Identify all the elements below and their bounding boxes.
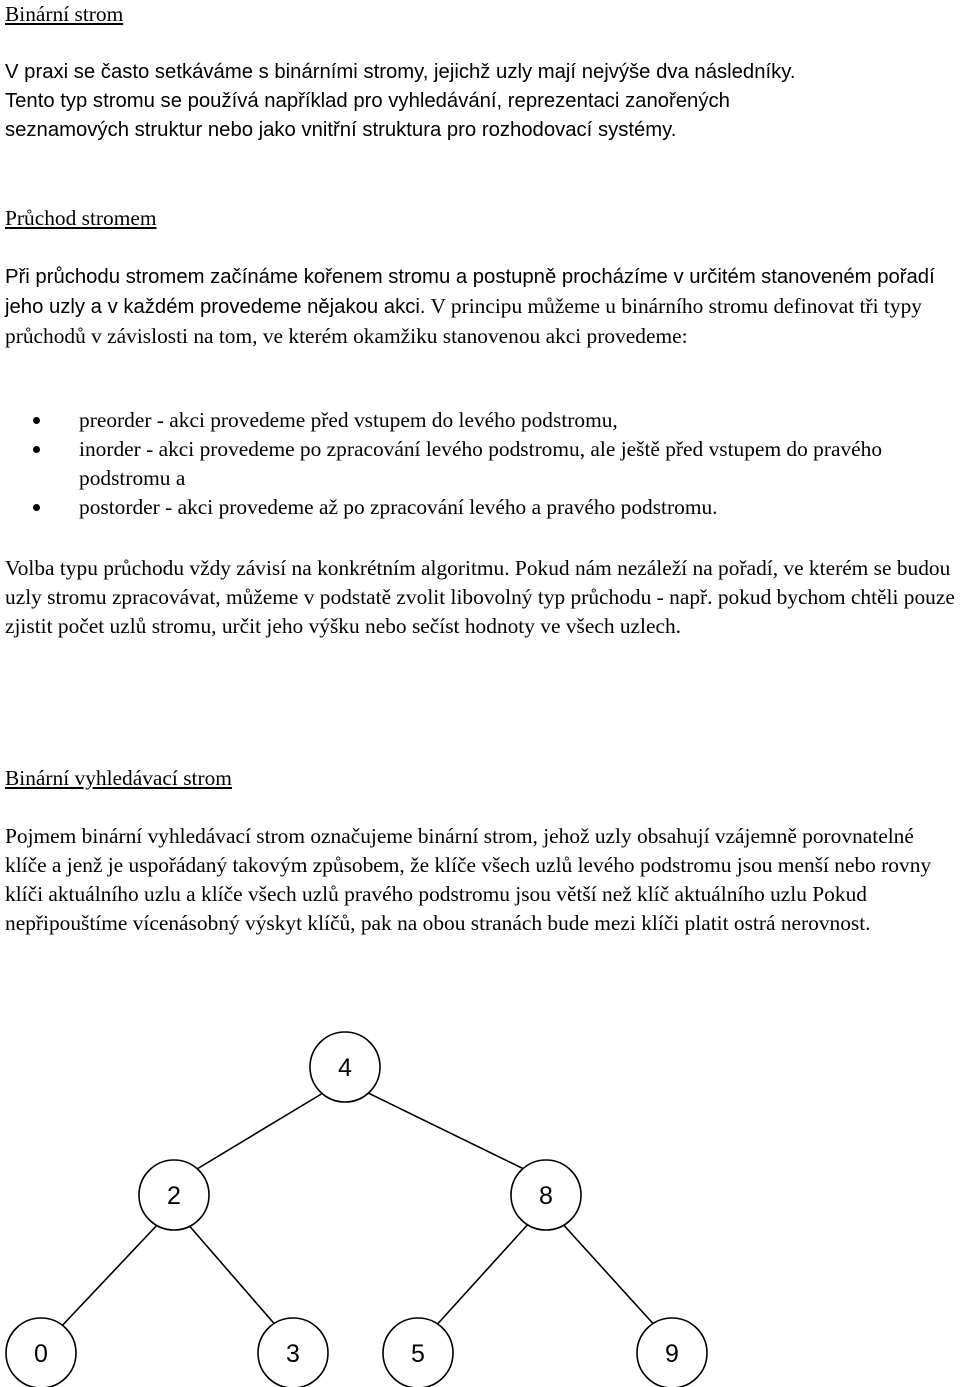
list-item: postorder - akci provedeme až po zpracování levého a pravého podstromu.	[5, 493, 960, 522]
edge-root-left	[192, 1090, 328, 1172]
node-label-right-right: 9	[665, 1340, 679, 1368]
bullet-icon	[33, 417, 40, 424]
node-label-left-right: 3	[286, 1340, 300, 1368]
edge-right-left	[433, 1222, 530, 1329]
paragraph-binary-search-tree: Pojmem binární vyhledávací strom označujeme binární strom, jehož uzly obsahují vzájemně porovnatelné klíče a jenž je uspořádaný takovým způsobem, že klíče všech uzlů levého podstromu jsou menší nebo rovny klíči aktuálního uzlu a klíče všech uzlů pravého podstromu jsou větší než klíč aktuálního uzlu Pokud nepřipouštíme vícenásobný výskyt klíčů, pak na obou stranách bude mezi klíči platit ostrá nerovnost.	[5, 824, 932, 935]
edge-left-left	[58, 1222, 160, 1330]
list-item: inorder - akci provedeme po zpracování levého podstromu, ale ještě před vstupem do pravého podstromu a	[5, 435, 960, 493]
traversal-types-list	[5, 406, 960, 522]
paragraph-traversal-intro	[5, 262, 960, 351]
paragraph-traversal-choice: Volba typu průchodu vždy závisí na konkrétním algoritmu. Pokud nám nezáleží na pořadí, ve kterém se budou uzly stromu zpracovávat, můžeme v podstatě zvolit libovolný typ průchodu - např. pokud bychom chtěli pouze zjistit počet uzlů stromu, určit jeho výšku nebo sečíst hodnoty ve všech uzlech.	[5, 556, 955, 638]
node-label-left: 2	[167, 1182, 181, 1210]
edge-left-right	[186, 1222, 278, 1328]
heading-binary-tree: Binární strom	[5, 2, 124, 26]
traversal-intro-line-1: Při průchodu stromem začínáme kořenem stromu a postupně procházíme v určitém	[5, 266, 756, 288]
binary-search-tree-diagram	[0, 1000, 960, 1387]
bullet-icon	[33, 504, 40, 511]
heading-binary-search-tree: Binární vyhledávací strom	[5, 766, 232, 790]
tree-node-right	[511, 1160, 581, 1230]
tree-node-root	[310, 1032, 380, 1102]
tree-node-left-left	[6, 1318, 76, 1387]
traversal-intro-rest: V principu můžeme u binárního stromu definovat tři typy průchodů v závislosti na tom, ve kterém okamžiku stanovenou akci provedeme:	[5, 294, 922, 348]
edge-right-right	[560, 1221, 658, 1329]
tree-node-right-right	[637, 1318, 707, 1387]
tree-node-left-right	[258, 1318, 328, 1387]
node-label-right: 8	[539, 1182, 553, 1210]
intro-line-3: seznamových struktur nebo jako vnitřní struktura pro rozhodovací systémy.	[5, 119, 677, 141]
node-label-right-left: 5	[411, 1340, 425, 1368]
node-label-left-left: 0	[34, 1340, 48, 1368]
bullet-icon	[33, 446, 40, 453]
intro-line-1: V praxi se často setkáváme s binárními stromy, jejichž uzly mají nejvýše dva následníky.	[5, 61, 796, 83]
tree-node-left	[139, 1160, 209, 1230]
heading-tree-traversal: Průchod stromem	[5, 206, 157, 230]
node-label-root: 4	[338, 1054, 352, 1082]
traversal-intro-line-2: stanoveném pořadí jeho uzly a v každém provedeme nějakou akci.	[5, 266, 935, 318]
list-item: preorder - akci provedeme před vstupem do levého podstromu,	[5, 406, 960, 435]
edge-root-right	[362, 1090, 530, 1172]
paragraph-binary-tree-intro	[5, 58, 960, 145]
tree-node-right-left	[383, 1318, 453, 1387]
intro-line-2: Tento typ stromu se používá například pro vyhledávání, reprezentaci zanořených	[5, 90, 730, 112]
